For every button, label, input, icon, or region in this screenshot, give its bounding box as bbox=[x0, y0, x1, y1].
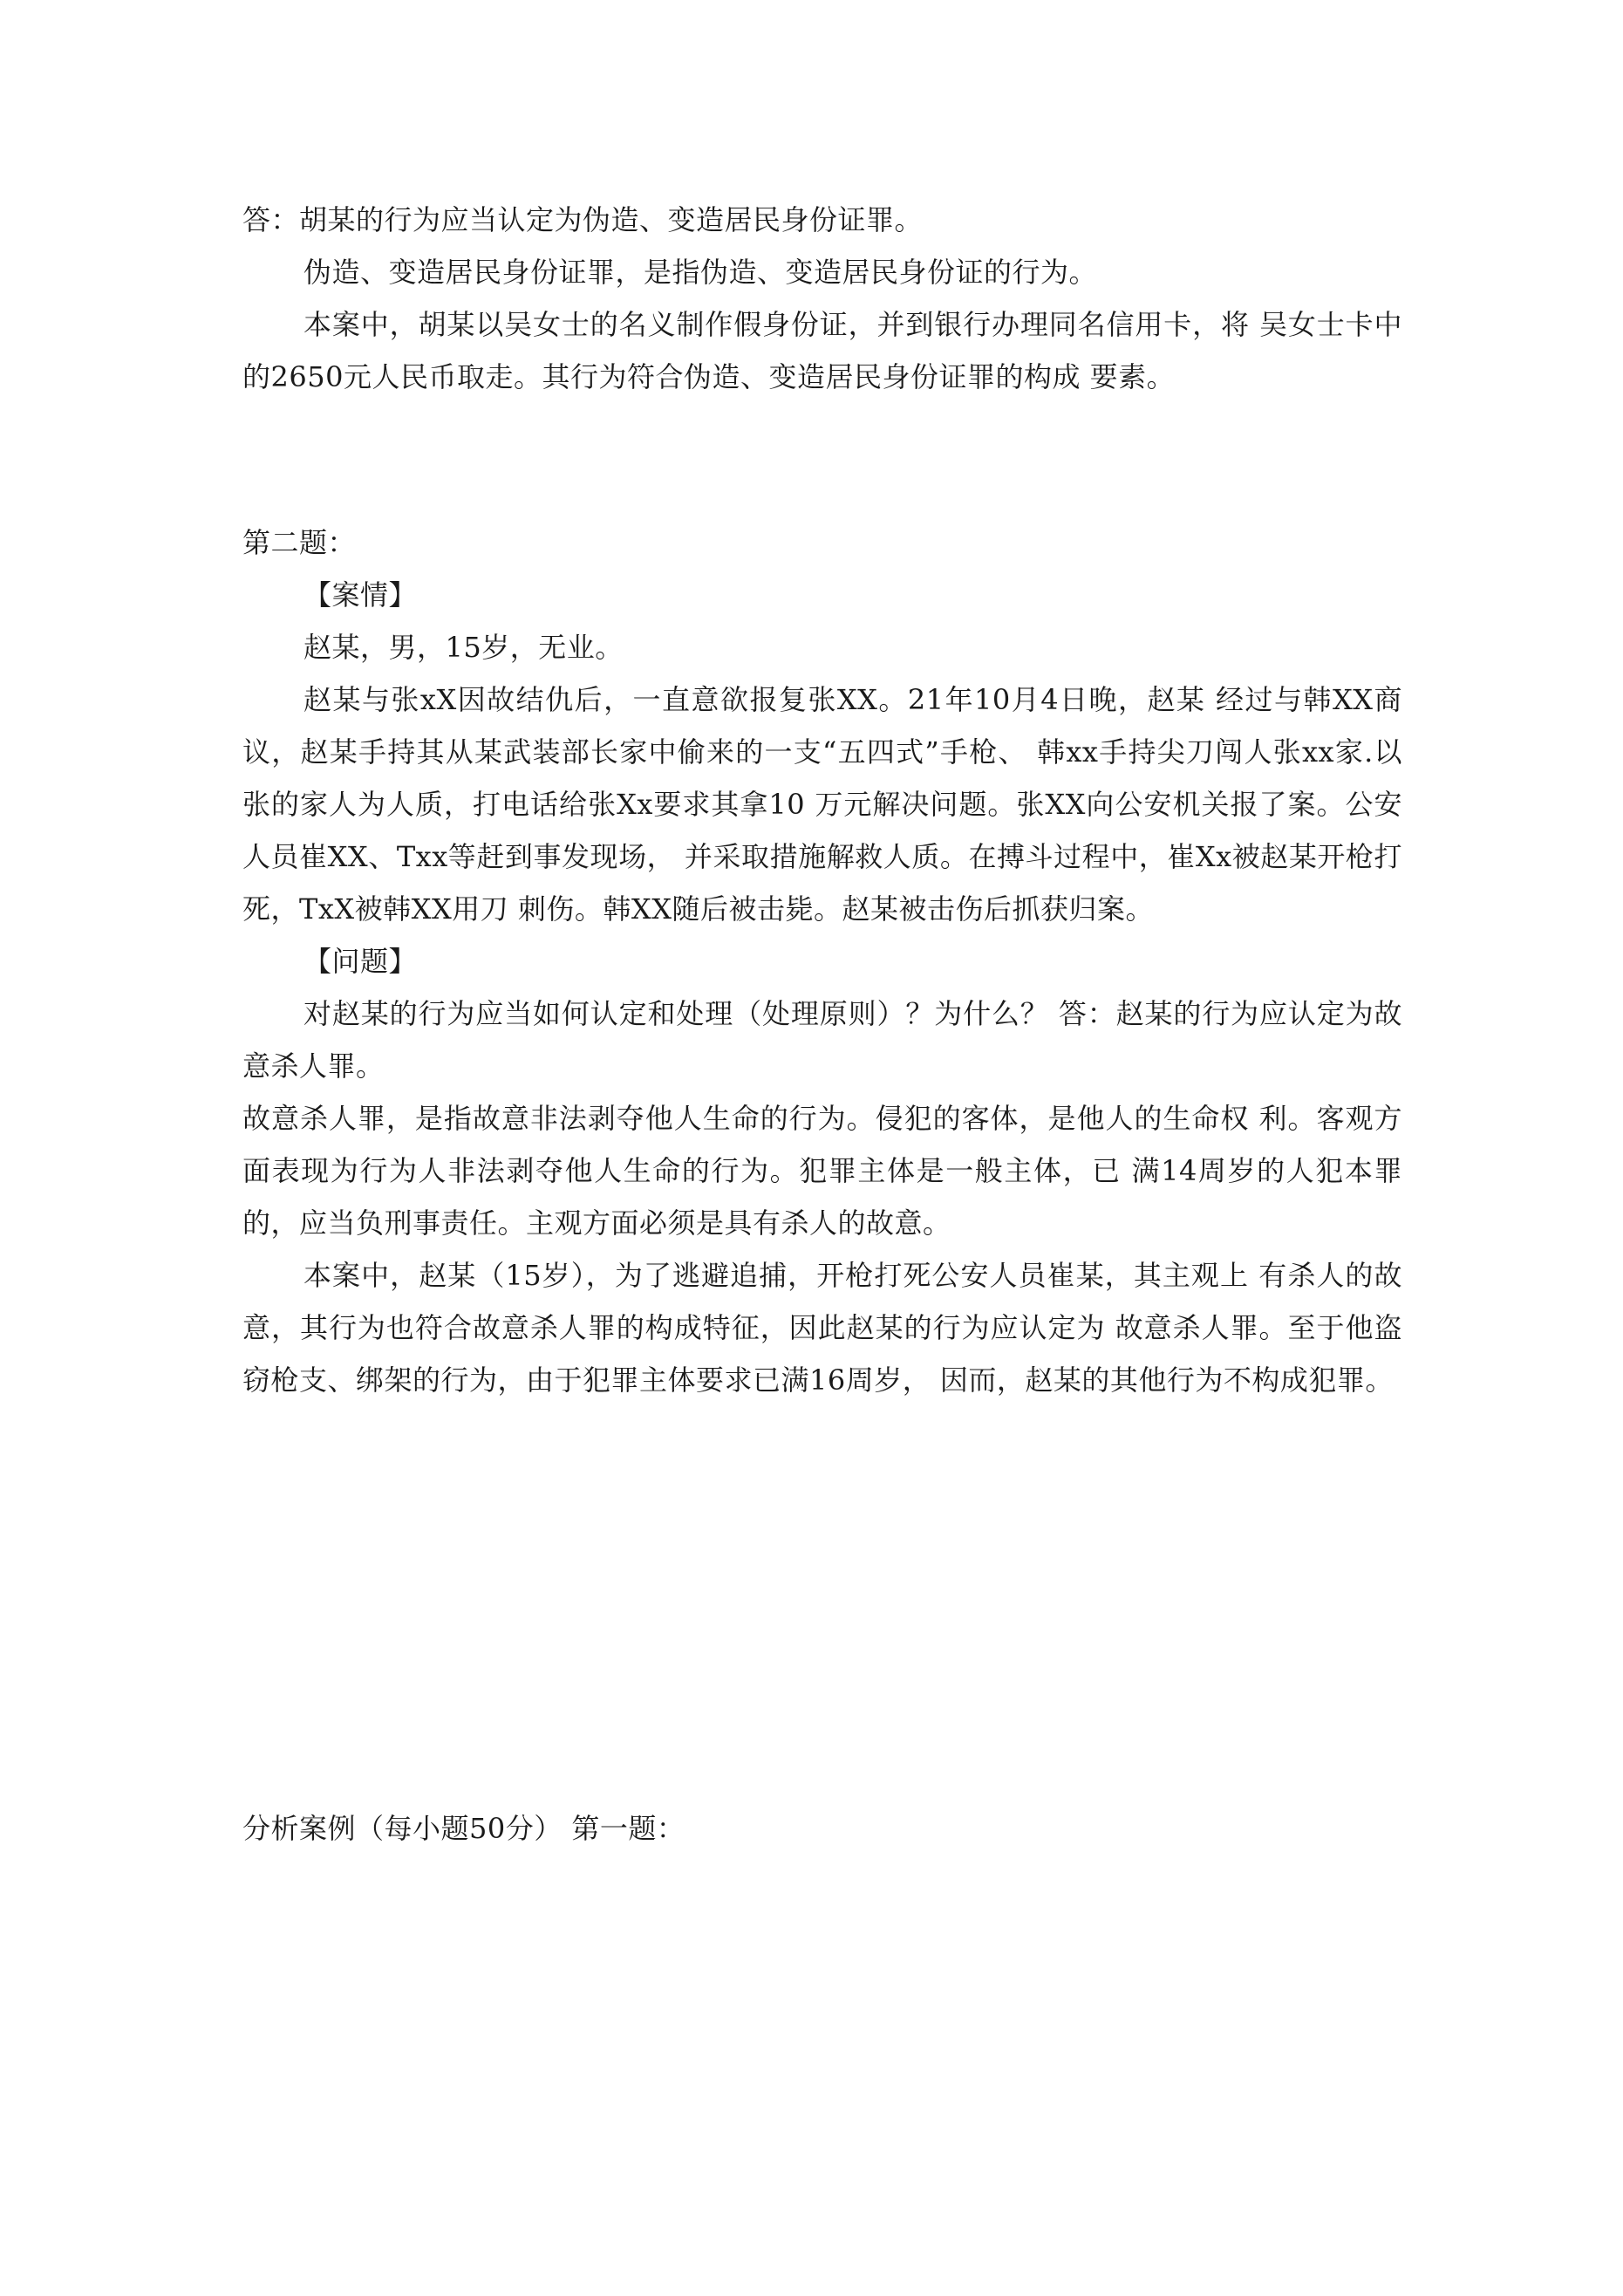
section-2 bbox=[242, 516, 1402, 1406]
case-facts: 赵某与张xX因故结仇后，一直意欲报复张XX。21年10月4日晚，赵某 经过与韩XX商议，赵某手持其从某武装部长家中偷来的一支“五四式”手枪、 韩xx手持尖刀闯人张xx家.以张的家人为人质，打电话给张Xx要求其拿10 万元解决问题。张XX向公安机关报了案。公安人员崔XX、Txx等赶到事发现场， 并采取措施解救人质。在搏斗过程中，崔Xx被赵某开枪打死，TxX被韩XX用刀 刺伤。韩XX随后被击毙。赵某被击伤后抓获归案。 bbox=[242, 683, 1402, 926]
case-analysis: 本案中，胡某以吴女士的名义制作假身份证，并到银行办理同名信用卡，将 吴女士卡中的2650元人民币取走。其行为符合伪造、变造居民身份证罪的构成 要素。 bbox=[242, 308, 1402, 393]
section-1 bbox=[242, 194, 1402, 403]
case-analysis: 本案中，赵某（15岁），为了逃避追捕，开枪打死公安人员崔某，其主观上 有杀人的故意，其行为也符合故意杀人罪的构成特征，因此赵某的行为应认定为 故意杀人罪。至于他盗窃枪支、绑架的行为，由于犯罪主体要求已满16周岁， 因而，赵某的其他行为不构成犯罪。 bbox=[242, 1259, 1402, 1397]
case-person: 赵某，男，15岁，无业。 bbox=[303, 631, 624, 664]
crime-definition: 故意杀人罪，是指故意非法剥夺他人生命的行为。侵犯的客体，是他人的生命权 利。客观方面表现为行为人非法剥夺他人生命的行为。犯罪主体是一般主体，已 满14周岁的人犯本罪的，应当负刑事责任。主观方面必须是具有杀人的故意。 bbox=[242, 1102, 1402, 1240]
section-heading: 分析案例（每小题50分） 第一题： bbox=[242, 1812, 685, 1845]
question-heading: 第二题： bbox=[242, 526, 357, 559]
case-label: 【案情】 bbox=[303, 578, 418, 612]
section-3 bbox=[242, 1802, 1402, 1855]
question-and-answer: 对赵某的行为应当如何认定和处理（处理原则）？为什么？ 答：赵某的行为应认定为故意杀人罪。 bbox=[242, 997, 1402, 1083]
answer-line: 答：胡某的行为应当认定为伪造、变造居民身份证罪。 bbox=[242, 203, 924, 236]
crime-definition: 伪造、变造居民身份证罪，是指伪造、变造居民身份证的行为。 bbox=[303, 256, 1098, 289]
question-label: 【问题】 bbox=[303, 945, 418, 978]
